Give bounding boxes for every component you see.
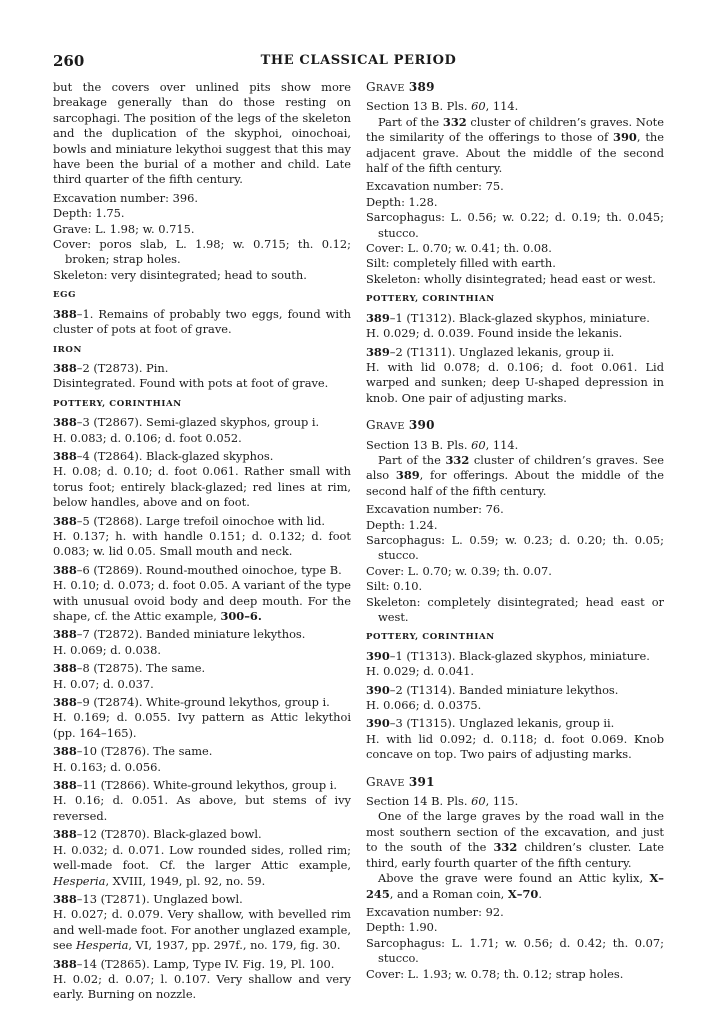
catalog-entry-desc: H. with lid 0.092; d. 0.118; d. foot 0.069. Knob concave on top. Two pairs of adjusting marks.	[366, 731, 664, 762]
catalog-entry-title: 390–3 (T1315). Unglazed lekanis, group ii.	[366, 716, 615, 731]
entry-number: 388	[53, 306, 77, 321]
catalog-entry-title: 388–12 (T2870). Black-glazed bowl.	[53, 827, 262, 842]
catalog-entry-desc: H. 0.137; h. with handle 0.151; d. 0.132; d. foot 0.083; w. lid 0.05. Small mouth and neck.	[53, 528, 351, 559]
catalog-entry-desc: H. 0.08; d. 0.10; d. foot 0.061. Rather small with torus foot; entirely black-glazed; red lines at rim, below handles, above and on foot.	[53, 464, 351, 510]
page-header	[53, 52, 664, 74]
grave-389-description: Part of the 332 cluster of children’s graves. Note the similarity of the offerings to those of 390, the adjacent grave. About the middle of the second half of the fifth century.	[366, 114, 664, 176]
fact-line: Excavation number: 396.	[53, 190, 198, 205]
fact-line: Excavation number: 92.	[366, 904, 504, 919]
fact-line: Depth: 1.90.	[366, 920, 438, 935]
grave-391-finds: Above the grave were found an Attic kylix, X–245, and a Roman coin, X–70.	[366, 871, 664, 901]
catalog-entry-title: 388–4 (T2864). Black-glazed skyphos.	[53, 448, 274, 463]
catalog-entry-title: 388–5 (T2868). Large trefoil oinochoe with lid.	[53, 513, 326, 528]
catalog-entry-desc: H. with lid 0.078; d. 0.106; d. foot 0.061. Lid warped and sunken; deep U-shaped depression in knob. One pair of adjusting marks.	[366, 359, 664, 405]
fact-line: Sarcophagus: L. 0.59; w. 0.23; d. 0.20; th. 0.05; stucco.	[366, 532, 664, 563]
grave-391-heading: GRAVE 391	[366, 774, 435, 789]
fact-line: Depth: 1.24.	[366, 517, 438, 532]
right-column	[366, 80, 664, 982]
catalog-entry-desc: H. 0.02; d. 0.07; l. 0.107. Very shallow and very early. Burning on nozzle.	[53, 971, 351, 1002]
catalog-entry-title: 388–14 (T2865). Lamp, Type IV. Fig. 19, Pl. 100.	[53, 956, 335, 971]
section-heading-iron: IRON	[53, 344, 82, 355]
grave-391-section: Section 14 B. Pls. 60, 115.	[366, 794, 519, 809]
catalog-entry-desc: H. 0.083; d. 0.106; d. foot 0.052.	[53, 430, 242, 445]
catalog-entry-desc: H. 0.066; d. 0.0375.	[366, 698, 482, 713]
grave-390-description: Part of the 332 cluster of children’s graves. See also 389, for offerings. About the middle of the second half of the fifth century.	[366, 452, 664, 498]
fact-line: Cover: L. 1.93; w. 0.78; th. 0.12; strap holes.	[366, 966, 624, 981]
catalog-entry-desc: H. 0.07; d. 0.037.	[53, 676, 154, 691]
grave-389-heading: GRAVE 389	[366, 80, 435, 94]
catalog-entry-desc: H. 0.029; d. 0.039. Found inside the lekanis.	[366, 326, 623, 341]
fact-line: Skeleton: completely disintegrated; head east or west.	[366, 594, 664, 624]
fact-line: Skeleton: wholly disintegrated; head east or west.	[366, 271, 656, 286]
catalog-entry-desc: H. 0.069; d. 0.038.	[53, 642, 162, 657]
fact-line: Excavation number: 76.	[366, 502, 504, 517]
page-number: 260	[53, 52, 85, 70]
grave-390-section: Section 13 B. Pls. 60, 114.	[366, 437, 519, 452]
section-heading-pottery: POTTERY, CORINTHIAN	[366, 632, 495, 643]
catalog-entry-title: 388–6 (T2869). Round-mouthed oinochoe, type B.	[53, 562, 342, 577]
fact-line: Skeleton: very disintegrated; head to south.	[53, 267, 307, 282]
catalog-entry-title: 390–1 (T1313). Black-glazed skyphos, miniature.	[366, 648, 650, 663]
catalog-entry-title: 389–2 (T1311). Unglazed lekanis, group ii.	[366, 344, 615, 359]
entry-number: 388	[53, 360, 77, 375]
catalog-entry-desc: H. 0.16; d. 0.051. As above, but stems of ivy reversed.	[53, 793, 351, 823]
catalog-entry-title: 388–2 (T2873). Pin.	[53, 360, 169, 375]
catalog-entry-title: 388–9 (T2874). White-ground lekythos, group i.	[53, 695, 330, 710]
catalog-entry-desc: Disintegrated. Found with pots at foot of grave.	[53, 376, 329, 391]
left-column	[53, 80, 351, 1003]
fact-line: Silt: completely filled with earth.	[366, 256, 556, 271]
catalog-entry-title: 388–7 (T2872). Banded miniature lekythos.	[53, 627, 306, 642]
grave-390-heading: GRAVE 390	[366, 418, 435, 433]
fact-line: Silt: 0.10.	[366, 579, 423, 594]
catalog-entry-title: 388–10 (T2876). The same.	[53, 744, 213, 759]
catalog-entry-title: 389–1 (T1312). Black-glazed skyphos, miniature.	[366, 310, 650, 325]
section-heading-egg: EGG	[53, 290, 77, 301]
fact-line: Cover: L. 0.70; w. 0.41; th. 0.08.	[366, 241, 552, 256]
section-heading-pottery: POTTERY, CORINTHIAN	[53, 398, 182, 409]
grave-391-description: One of the large graves by the road wall in the most southern section of the excavation, and just to the south of the 332 children’s cluster. Late third, early fourth quarter of the fifth century.	[366, 809, 665, 870]
grave-389-section: Section 13 B. Pls. 60, 114.	[366, 99, 519, 114]
catalog-entry-desc: H. 0.163; d. 0.056.	[53, 759, 162, 774]
fact-line: Grave: L. 1.98; w. 0.715.	[53, 221, 195, 236]
fact-line: Cover: poros slab, L. 1.98; w. 0.715; th. 0.12; broken; strap holes.	[53, 237, 351, 267]
running-title: THE CLASSICAL PERIOD	[260, 53, 457, 68]
catalog-entry-title: 388–3 (T2867). Semi-glazed skyphos, group i.	[53, 415, 320, 430]
fact-line: Depth: 1.75.	[53, 206, 125, 221]
catalog-entry-title: 388–11 (T2866). White-ground lekythos, group i.	[53, 778, 338, 793]
fact-line: Excavation number: 75.	[366, 179, 504, 194]
fact-line: Sarcophagus: L. 1.71; w. 0.56; d. 0.42; th. 0.07; stucco.	[366, 935, 664, 966]
catalog-entry-desc: H. 0.029; d. 0.041.	[366, 664, 475, 679]
catalog-entry-desc: H. 0.169; d. 0.055. Ivy pattern as Attic lekythoi (pp. 164–165).	[53, 710, 351, 740]
catalog-entry-desc: H. 0.032; d. 0.071. Low rounded sides, rolled rim; well-made foot. Cf. the larger Attic example, Hesperia, XVIII, 1949, pl. 92, no. 59.	[53, 842, 351, 888]
fact-line: Cover: L. 0.70; w. 0.39; th. 0.07.	[366, 563, 552, 578]
catalog-entry-title: 388–8 (T2875). The same.	[53, 661, 206, 676]
catalog-entry-title: 388–13 (T2871). Unglazed bowl.	[53, 891, 243, 906]
section-heading-pottery: POTTERY, CORINTHIAN	[366, 294, 495, 305]
fact-line: Sarcophagus: L. 0.56; w. 0.22; d. 0.19; th. 0.045; stucco.	[366, 210, 664, 240]
catalog-entry-desc: H. 0.10; d. 0.073; d. foot 0.05. A variant of the type with unusual ovoid body and deep mouth. For the shape, cf. the Attic example, 300–6.	[53, 578, 351, 623]
grave-388-intro: but the covers over unlined pits show more breakage generally than do those resting on sarcophagi. The position of the legs of the skeleton and the duplication of the skyphoi, oinochoai, bowls and miniature lekythoi suggest that this may have been the burial of a mother and child. Late third quarter of the fifth century.	[53, 80, 351, 187]
fact-line: Depth: 1.28.	[366, 194, 438, 209]
catalog-entry: 388–1. Remains of probably two eggs, found with cluster of pots at foot of grave.	[53, 306, 351, 337]
catalog-entry-title: 390–2 (T1314). Banded miniature lekythos.	[366, 682, 619, 697]
catalog-entry-desc: H. 0.027; d. 0.079. Very shallow, with bevelled rim and well-made foot. For another unglazed example, see Hesperia, VI, 1937, pp. 297f., no. 179, fig. 30.	[53, 907, 351, 953]
